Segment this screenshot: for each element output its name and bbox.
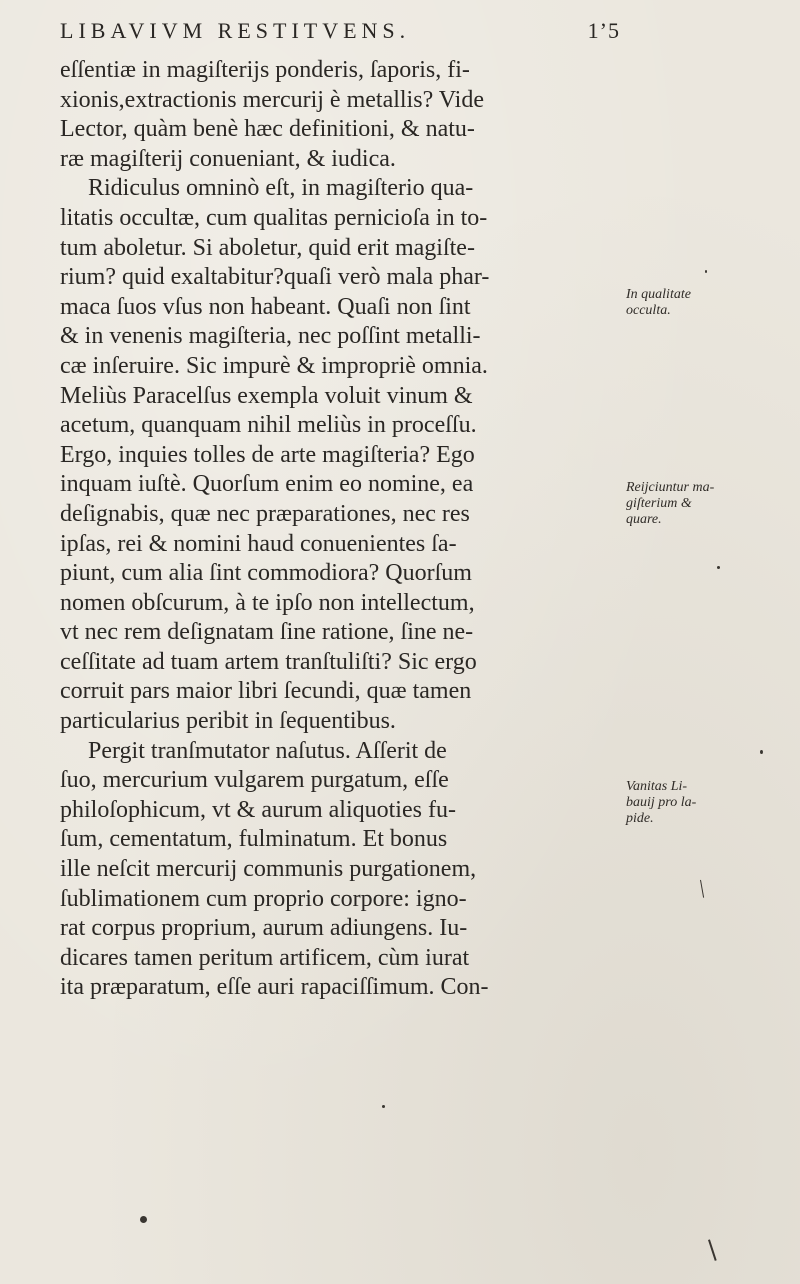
text-line: Ridiculus omninò eſt, in magiſterio qua- <box>88 175 474 202</box>
ink-speck <box>140 1216 147 1223</box>
text-line: nomen obſcurum, à te ipſo non intellectum, <box>60 589 475 616</box>
marginal-note-line: In qualitate <box>626 287 691 302</box>
text-line: inquam iuſtè. Quorſum enim eo nomine, ea <box>60 471 474 498</box>
marginal-note-line: bauij pro la- <box>626 795 697 810</box>
text-line: maca ſuos vſus non habeant. Quaſi non ſint <box>60 293 471 320</box>
ink-speck <box>382 1105 385 1108</box>
text-line: piunt, cum alia ſint commodiora? Quorſum <box>60 560 472 587</box>
text-line: acetum, quanquam nihil meliùs in proceſſu. <box>60 412 477 439</box>
text-line: corruit pars maior libri ſecundi, quæ tamen <box>60 678 472 705</box>
marginal-note-reijciuntur-magisteria <box>626 480 786 528</box>
text-line: ita præparatum, eſſe auri rapaciſſimum. Con- <box>60 974 489 1001</box>
ink-speck <box>717 566 720 569</box>
text-line: particularius peribit in ſequentibus. <box>60 708 396 735</box>
text-line: xionis,extractionis mercurij è metallis? Vide <box>60 86 484 113</box>
text-line: Pergit tranſmutator naſutus. Aſſerit de <box>88 737 447 764</box>
text-line: ſuo, mercurium vulgarem purgatum, eſſe <box>60 767 449 794</box>
text-line: philoſophicum, vt & aurum aliquoties fu- <box>60 796 456 823</box>
text-line: ræ magiſterij conueniant, & iudica. <box>60 145 396 172</box>
text-line: Meliùs Paracelſus exempla voluit vinum & <box>60 382 473 409</box>
text-line: Lector, quàm benè hæc definitioni, & natu- <box>60 116 475 143</box>
text-line: ipſas, rei & nomini haud conuenientes ſa- <box>60 530 457 557</box>
running-title: LIBAVIVM RESTITVENS. <box>60 18 411 43</box>
text-line: ille neſcit mercurij communis purgationem, <box>60 856 477 883</box>
ink-speck <box>760 750 763 754</box>
marginal-note-qualitate-occulta <box>626 287 786 319</box>
marginal-note-line: Vanitas Li- <box>626 779 688 794</box>
text-line: Ergo, inquies tolles de arte magiſteria? Ego <box>60 441 475 468</box>
main-text-block <box>60 56 620 1003</box>
marginal-note-line: Reijciuntur ma- <box>626 480 715 495</box>
text-line: litatis occultæ, cum qualitas pernicioſa in to- <box>60 204 488 231</box>
ink-stroke <box>708 1239 717 1261</box>
text-line: dicares tamen peritum artificem, cùm iurat <box>60 944 470 971</box>
page-header <box>60 18 620 48</box>
text-line: tum aboletur. Si aboletur, quid erit magiſte- <box>60 234 475 261</box>
text-line: vt nec rem deſignatam ſine ratione, ſine ne- <box>60 619 474 646</box>
marginal-note-line: quare. <box>626 512 662 527</box>
text-line: ceſſitate ad tuam artem tranſtuliſti? Sic ergo <box>60 648 477 675</box>
page-number: 1’5 <box>587 18 620 43</box>
marginal-note-line: giſterium & <box>626 496 692 511</box>
text-line: deſignabis, quæ nec præparationes, nec res <box>60 500 470 527</box>
text-line: & in venenis magiſteria, nec poſſint metalli- <box>60 323 481 350</box>
marginal-note-line: occulta. <box>626 303 671 318</box>
text-line: ſublimationem cum proprio corpore: igno- <box>60 885 467 912</box>
text-line: rat corpus proprium, aurum adiungens. Iu- <box>60 915 468 942</box>
marginal-note-vanitas-libauij <box>626 779 786 827</box>
marginal-note-line: pide. <box>626 811 654 826</box>
text-line: cæ inſeruire. Sic impurè & impropriè omnia. <box>60 352 488 379</box>
text-line: eſſentiæ in magiſterijs ponderis, ſaporis, fi- <box>60 57 470 83</box>
text-line: ſum, cementatum, fulminatum. Et bonus <box>60 826 448 853</box>
text-line: rium? quid exaltabitur?quaſi verò mala phar- <box>60 264 490 291</box>
ink-speck <box>705 270 707 273</box>
ink-stroke <box>700 880 704 898</box>
